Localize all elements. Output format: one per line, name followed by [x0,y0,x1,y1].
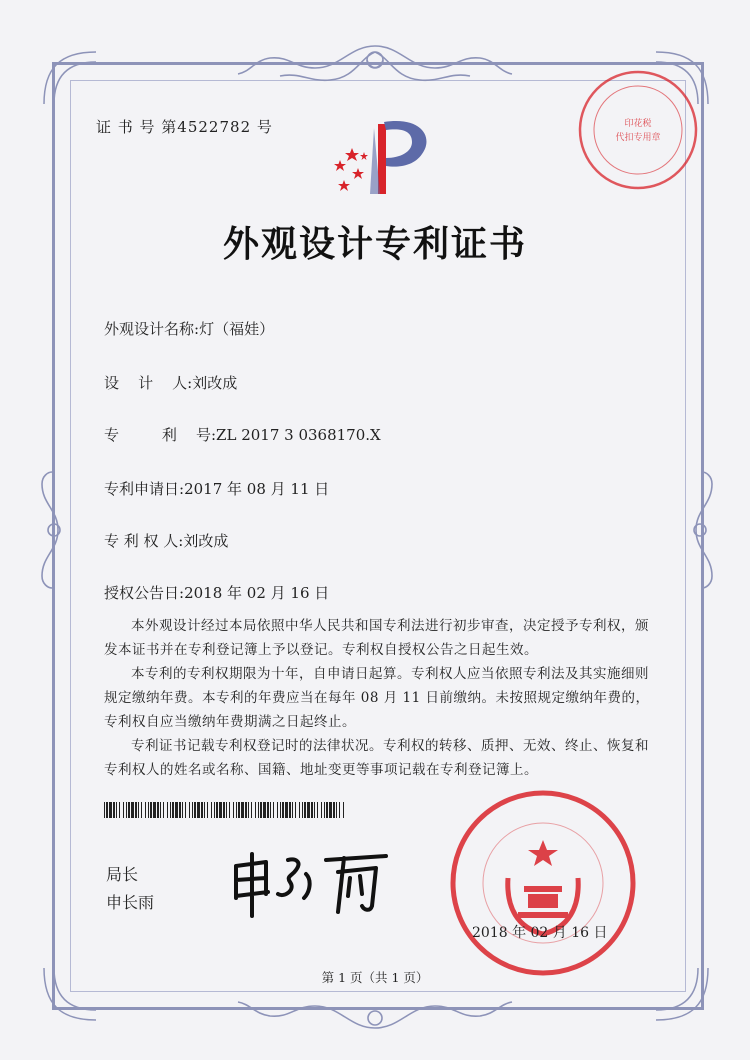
field-announcement-date [104,582,329,603]
field-value: 刘改成 [192,374,238,392]
field-label: 授权公告日: [104,584,185,602]
body-paragraph-1: 本外观设计经过本局依照中华人民共和国专利法进行初步审查，决定授予专利权，颁发本证书并在专利登记簿上予以登记。专利权自授权公告之日起生效。 [104,618,649,658]
field-value: ZL 2017 3 0368170.X [216,426,381,444]
barcode [104,802,344,818]
signatory-name: 申长雨 [106,893,155,912]
tax-stamp-line-1: 印花税 [624,119,652,129]
field-value: 灯（福娃） [199,320,275,338]
bottom-ornament [230,994,520,1038]
field-designer [104,372,237,393]
field-label: 设 计 人: [104,374,193,392]
national-emblem-icon [508,840,578,934]
field-label: 外观设计名称: [104,320,200,338]
field-application-date [104,478,329,499]
top-ornament [230,38,520,94]
official-seal [448,788,638,978]
handwritten-signature [226,846,396,918]
patent-office-logo-icon [322,108,442,198]
right-ornament [688,470,718,590]
field-patentee [104,530,228,551]
field-label: 专 利 权 人: [104,532,184,550]
field-label: 专利申请日: [104,480,185,498]
left-ornament [36,470,66,590]
corner-ornament-tl [40,48,100,108]
tax-stamp-seal [574,66,702,194]
field-label: 专 利 号: [104,426,217,444]
tax-stamp-line-2: 代扣专用章 [615,133,661,143]
field-patent-number [104,424,381,445]
field-value: 2018 年 02 月 16 日 [184,584,330,602]
seal-date: 2018 年 02 月 16 日 [472,925,608,941]
signatory-role: 局长 [106,865,139,884]
field-design-name [104,318,274,339]
certificate-number: 证 书 号 第4522782 号 [96,118,273,136]
document-title: 外观设计专利证书 [222,223,527,265]
page-number: 第 1 页（共 1 页） [321,970,429,985]
certificate-body [104,614,652,782]
body-paragraph-2: 本专利的专利权期限为十年，自申请日起算。专利权人应当依照专利法及其实施细则规定缴纳年费。本专利的年费应当在每年 08 月 11 日前缴纳。未按照规定缴纳年费的，专利权自应当缴纳年费期满之日起终止。 [104,666,650,730]
field-value: 2017 年 08 月 11 日 [184,480,330,498]
body-paragraph-3: 专利证书记载专利权登记时的法律状况。专利权的转移、质押、无效、终止、恢复和专利权人的姓名或名称、国籍、地址变更等事项记载在专利登记簿上。 [104,738,649,778]
field-value: 刘改成 [183,532,229,550]
